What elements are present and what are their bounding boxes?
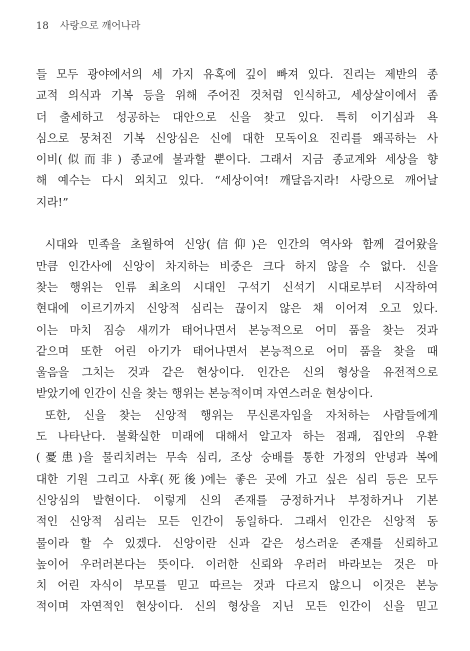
text-line: (憂患)을 물리치려는 무속 심리, 조상 숭배를 통한 가정의 안녕과 복에 <box>36 450 438 465</box>
text-line: 지라!” <box>36 194 69 209</box>
text-line: 물이라 할 수 있겠다. 신앙이란 신과 같은 성스러운 존재를 신뢰하고 <box>36 535 438 550</box>
text-line: 신앙심의 발현이다. 이렇게 신의 존재를 긍정하거나 부정하거나 기본 <box>36 492 438 507</box>
paragraph-1 <box>36 64 438 213</box>
text-line: 더 출세하고 성공하는 대안으로 신을 찾고 있다. 특히 이기심과 욕 <box>36 109 438 124</box>
text-line: 교적 의식과 기복 등을 위해 주어진 것처럼 인식하고, 세상살이에서 좀 <box>36 88 438 103</box>
paragraph-2 <box>36 234 438 404</box>
text-line: 높이어 우러러본다는 뜻이다. 이러한 신뢰와 우러러 바라보는 것은 마 <box>36 556 438 571</box>
text-line: 들 모두 광야에서의 세 가지 유혹에 깊이 빠져 있다. 진리는 제반의 종 <box>36 67 438 81</box>
text-line: 치 어린 자식이 부모를 믿고 따르는 것과 다르지 않으니 이것은 본능 <box>36 578 438 593</box>
page-number: 18 <box>36 21 49 32</box>
text-line: 현대에 이르기까지 신앙적 심리는 끊이지 않은 채 이어져 오고 있다. <box>36 301 438 316</box>
text-line: 이는 마치 짐승 새끼가 태어나면서 본능적으로 어미 품을 찾는 것과 <box>36 322 438 337</box>
text-line: 적이며 자연적인 현상이다. 신의 형상을 지닌 모든 인간이 신을 믿고 <box>36 599 438 614</box>
text-line: 심으로 뭉쳐진 기복 신앙심은 신에 대한 모독이요 진리를 왜곡하는 사 <box>36 130 438 145</box>
text-line: 이비(似而非) 종교에 불과할 뿐이다. 그래서 지금 종교계와 세상을 향 <box>36 152 438 167</box>
text-line: 울음을 그치는 것과 같은 현상이다. 인간은 신의 형상을 유전적으로 <box>36 365 438 380</box>
text-line: 도 나타난다. 불확실한 미래에 대해서 알고자 하는 점괘, 집안의 우환 <box>36 429 438 444</box>
body-text <box>36 64 438 618</box>
text-line: 또한, 신을 찾는 신앙적 행위는 무신론자임을 자처하는 사람들에게 <box>45 407 438 422</box>
paragraph-3 <box>36 405 438 618</box>
text-line: 적인 신앙적 심리는 모든 인간이 동일하다. 그래서 인간은 신앙적 동 <box>36 514 438 529</box>
text-line: 해 예수는 다시 외치고 있다. “세상이여! 깨달음지라! 사랑으로 깨어날 <box>36 173 438 188</box>
text-line: 시대와 민족을 초월하여 신앙(信仰)은 인간의 역사와 함께 걸어왔을 <box>45 237 438 252</box>
text-line: 찾는 행위는 인류 최초의 시대인 구석기 신석기 시대로부터 시작하여 <box>36 279 438 294</box>
running-title: 사랑으로 깨어나라 <box>59 21 141 32</box>
paragraph-gap <box>36 213 438 234</box>
text-line: 대한 기원 그리고 사후(死後)에는 좋은 곳에 가고 싶은 심리 등은 모두 <box>36 471 438 486</box>
text-line: 받았기에 인간이 신을 찾는 행위는 본능적이며 자연스러운 현상이다. <box>36 386 374 401</box>
running-header <box>36 17 140 32</box>
text-line: 만큼 인간사에 신앙이 차지하는 비중은 크다 하지 않을 수 없다. 신을 <box>36 258 438 273</box>
text-line: 같으며 또한 어린 아기가 태어나면서 본능적으로 어미 품을 찾을 때 <box>36 343 438 358</box>
